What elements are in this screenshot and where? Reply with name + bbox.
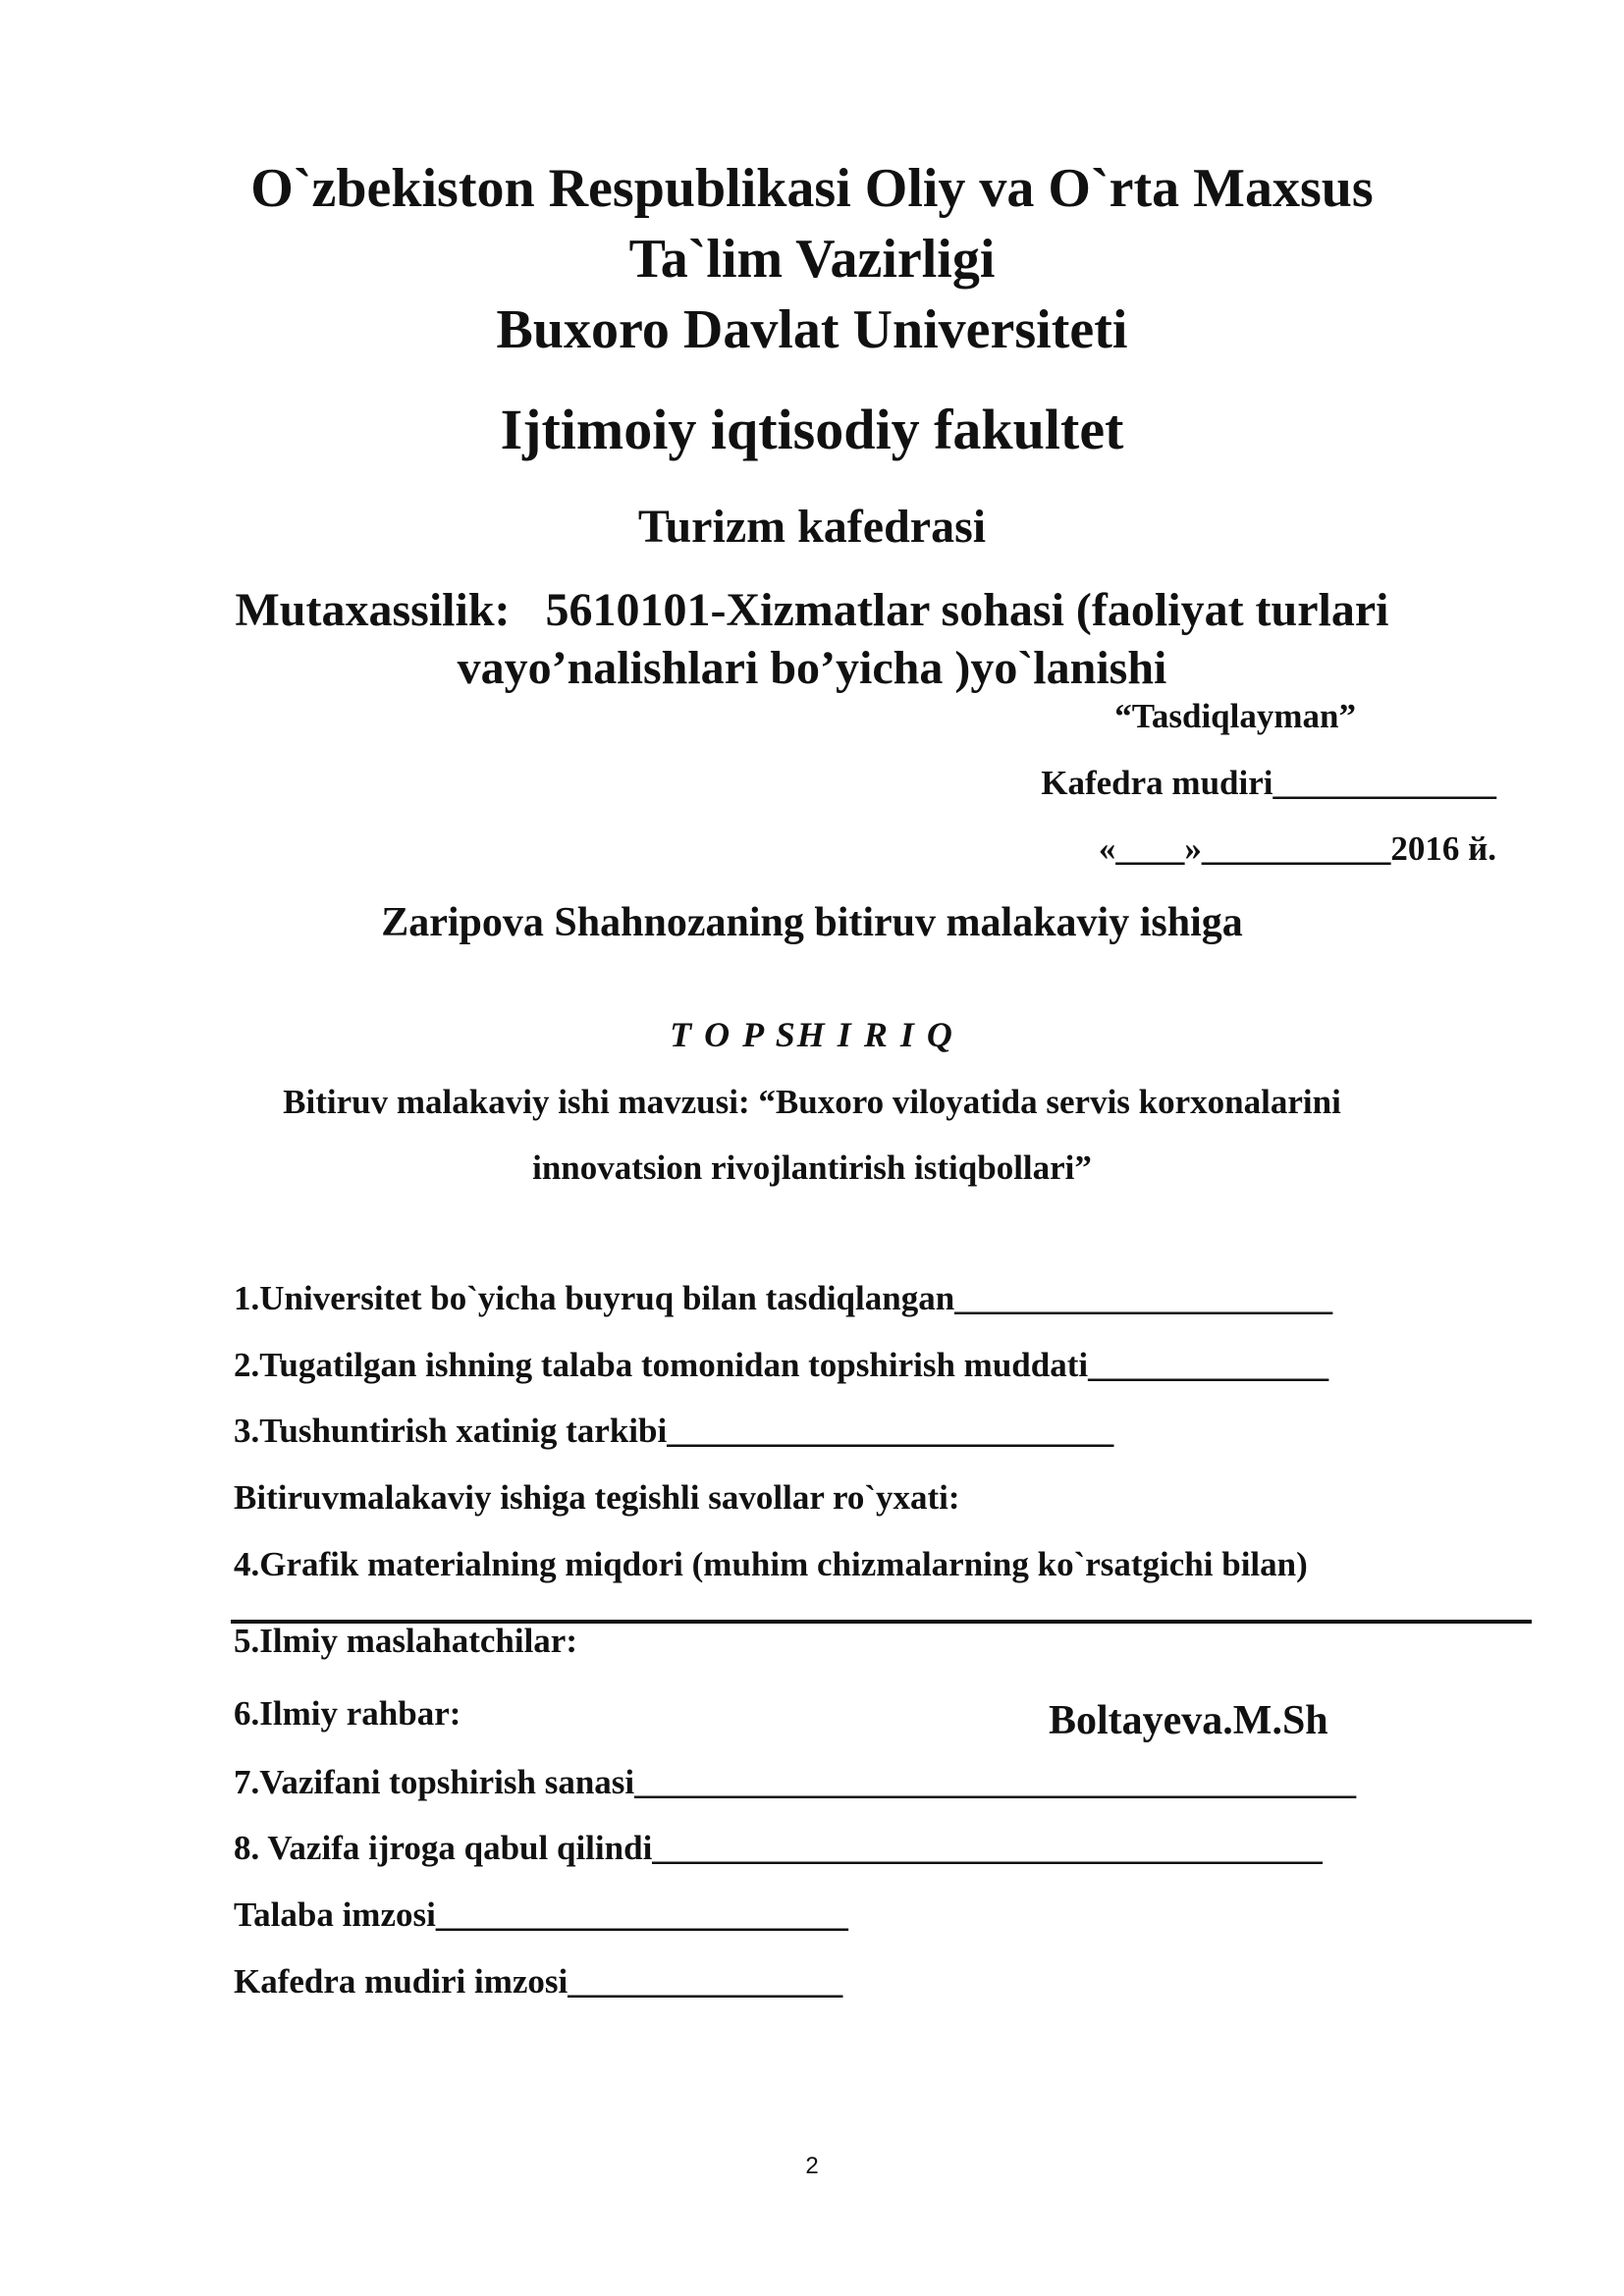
item-4: 4.Grafik materialning miqdori (muhim chizmalarning ko`rsatgichi bilan) bbox=[234, 1545, 1308, 1583]
faculty-name: Ijtimoiy iqtisodiy fakultet bbox=[500, 398, 1124, 461]
questions-list-label: Bitiruvmalakaviy ishiga tegishli savollar ro`yxati: bbox=[234, 1478, 960, 1517]
item-2: 2.Tugatilgan ishning talaba tomonidan topshirish muddati______________ bbox=[234, 1346, 1329, 1384]
ministry-title-line1: O`zbekiston Respublikasi Oliy va O`rta Maxsus bbox=[250, 158, 1374, 219]
approval-label: “Tasdiqlayman” bbox=[1114, 697, 1356, 735]
item-1: 1.Universitet bo`yicha buyruq bilan tasdiqlangan______________________ bbox=[234, 1279, 1333, 1317]
ministry-title-line2: Ta`lim Vazirligi bbox=[628, 229, 996, 290]
department-head-line: Kafedra mudiri_____________ bbox=[1041, 764, 1496, 802]
item-5: 5.Ilmiy maslahatchilar: bbox=[234, 1622, 577, 1660]
student-signature-line: Talaba imzosi________________________ bbox=[234, 1896, 848, 1934]
item-8: 8. Vazifa ijroga qabul qilindi_______________________________________ bbox=[234, 1829, 1323, 1867]
student-title: Zaripova Shahnozaning bitiruv malakaviy ishiga bbox=[381, 900, 1243, 945]
specialty-line2: vayo’nalishlari bo’yicha )yo`lanishi bbox=[457, 642, 1167, 694]
thesis-topic-line1: Bitiruv malakaviy ishi mavzusi: “Buxoro viloyatida servis korxonalarini bbox=[283, 1083, 1341, 1121]
page-number: 2 bbox=[805, 2153, 819, 2179]
head-signature-line: Kafedra mudiri imzosi________________ bbox=[234, 1962, 843, 2001]
approval-date-line: «____»___________2016 й. bbox=[1098, 829, 1496, 868]
item-6-label: 6.Ilmiy rahbar: bbox=[234, 1694, 461, 1733]
thesis-topic-line2: innovatsion rivojlantirish istiqbollari” bbox=[532, 1148, 1092, 1187]
department-name: Turizm kafedrasi bbox=[637, 501, 987, 553]
specialty-line1: Mutaxassilik: 5610101-Xizmatlar sohasi (faoliyat turlari bbox=[235, 584, 1389, 636]
university-name: Buxoro Davlat Universiteti bbox=[496, 299, 1128, 360]
task-heading: T O P SH I R I Q bbox=[670, 1015, 954, 1054]
advisor-name: Boltayeva.M.Sh bbox=[1049, 1698, 1328, 1743]
item-3: 3.Tushuntirish xatinig tarkibi__________________________ bbox=[234, 1412, 1114, 1450]
item-7: 7.Vazifani topshirish sanasi__________________________________________ bbox=[234, 1763, 1357, 1801]
